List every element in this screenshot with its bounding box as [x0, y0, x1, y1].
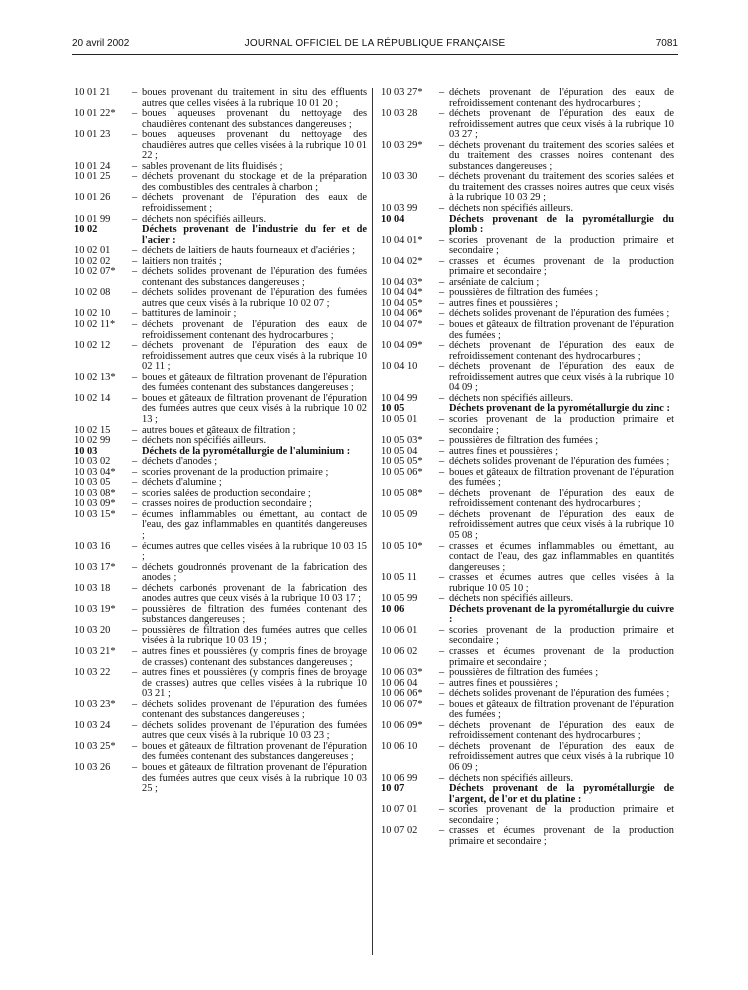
entry-dash: –: [439, 445, 445, 457]
entry-dash: –: [439, 487, 445, 499]
entry-dash: –: [439, 171, 445, 183]
entry-text: sables provenant de lits fluidisés ;: [142, 160, 283, 172]
entry-code: 10 02 10: [74, 308, 111, 320]
entry-text: autres fines et poussières (y compris fines de broyage de crasses) contenant des substances dangereuses ;: [142, 645, 367, 668]
entry-code: 10 02 12: [74, 340, 111, 352]
entry-dash: –: [132, 498, 138, 510]
waste-entry: [74, 172, 367, 193]
entry-text: déchets provenant de l'épuration des eaux de refroidissement contenant des hydrocarbures ;: [142, 319, 367, 341]
entry-dash: –: [132, 171, 138, 183]
entry-text: battitures de laminoir ;: [142, 308, 237, 320]
waste-entry: [381, 109, 674, 141]
entry-code: 10 03 27*: [381, 87, 423, 98]
entry-text: poussières de filtration des fumées autres que celles visées à la rubrique 10 03 19 ;: [142, 624, 367, 647]
entry-dash: –: [132, 508, 138, 520]
entry-dash: –: [439, 825, 445, 837]
waste-entry: [74, 605, 367, 626]
entry-text: déchets solides provenant de l'épuration des fumées contenant des substances dangereuses ;: [142, 698, 367, 721]
waste-entry: [381, 204, 674, 215]
entry-dash: –: [132, 213, 138, 225]
waste-entry: [74, 193, 367, 214]
entry-text: boues et gâteaux de filtration provenant de l'épuration des fumées autres que ceux visés à la rubrique 10 03 25 ;: [142, 762, 367, 795]
entry-text: scories provenant de la production primaire et secondaire ;: [449, 413, 674, 436]
entry-code: 10 06 99: [381, 772, 418, 784]
entry-text: déchets non spécifiés ailleurs.: [449, 392, 574, 404]
waste-entry: [74, 267, 367, 288]
waste-entry: [381, 141, 674, 173]
entry-text: crasses et écumes provenant de la production primaire et secondaire ;: [449, 825, 674, 847]
entry-text: boues et gâteaux de filtration provenant de l'épuration des fumées contenant des substances dangereuses ;: [142, 371, 367, 394]
entry-text: scories provenant de la production primaire et secondaire ;: [449, 804, 674, 826]
waste-entry: [74, 626, 367, 647]
entry-dash: –: [439, 287, 445, 299]
entry-dash: –: [132, 624, 138, 636]
entry-code: 10 04 04*: [381, 287, 423, 299]
entry-text: déchets carbonés provenant de la fabrication des anodes autres que ceux visés à la rubrique 10 03 17 ;: [142, 582, 367, 605]
entry-code: 10 02 01: [74, 245, 111, 257]
entry-text: laitiers non traités ;: [142, 255, 222, 267]
entry-text: déchets provenant de l'épuration des eaux de refroidissement autres que ceux visés à la rubrique 10 03 27 ;: [449, 108, 674, 141]
entry-text: autres fines et poussières (y compris fines de broyage de crasses) autres que celles visées à la rubrique 10 03 21 ;: [142, 667, 367, 700]
entry-text: déchets provenant du stockage et de la préparation des combustibles des centrales à charbon ;: [142, 171, 367, 193]
waste-entry: [381, 700, 674, 721]
header-rule: [72, 54, 678, 55]
entry-dash: –: [132, 477, 138, 489]
entry-dash: –: [439, 466, 445, 478]
entry-code: 10 03 05: [74, 477, 111, 489]
entry-code: 10 06 06*: [381, 688, 423, 700]
waste-entry: [74, 341, 367, 373]
entry-code: 10 06 01: [381, 624, 418, 636]
entry-dash: –: [439, 392, 445, 404]
entry-text: déchets d'alumine ;: [142, 477, 222, 489]
entry-text: boues aqueuses provenant du nettoyage des chaudières contenant des substances dangereuses ;: [142, 108, 367, 130]
waste-entry: [381, 257, 674, 278]
entry-dash: –: [439, 698, 445, 710]
entry-code: 10 03: [74, 445, 98, 457]
entry-dash: –: [132, 424, 138, 436]
entry-dash: [439, 215, 449, 236]
entry-text: déchets de laitiers de hauts fourneaux et d'aciéries ;: [142, 245, 356, 257]
entry-dash: –: [132, 255, 138, 267]
waste-entry: [74, 584, 367, 605]
entry-code: 10 03 22: [74, 667, 111, 679]
entry-code: 10 04 99: [381, 392, 418, 404]
entry-code: 10 05 05*: [381, 456, 423, 468]
waste-entry: [381, 542, 674, 574]
entry-dash: –: [132, 392, 138, 404]
entry-code: 10 04 09*: [381, 340, 423, 352]
entry-code: 10 05: [381, 403, 405, 415]
entry-text: déchets provenant de l'épuration des eaux de refroidissement autres que ceux visés à la rubrique 10 04 09 ;: [449, 361, 674, 394]
section-heading: [381, 215, 674, 236]
header-date: 20 avril 2002: [72, 38, 130, 49]
entry-code: 10 04: [381, 213, 405, 225]
header-page-number: 7081: [655, 38, 678, 49]
section-heading: [74, 447, 367, 458]
entry-code: 10 01 26: [74, 192, 111, 204]
entry-code: 10 02 02: [74, 255, 111, 267]
waste-entry: [381, 88, 674, 109]
entry-code: 10 06 03*: [381, 667, 423, 679]
entry-dash: –: [132, 740, 138, 752]
entry-text: scories provenant de la production primaire et secondaire ;: [449, 234, 674, 257]
entry-code: 10 03 29*: [381, 139, 423, 151]
section-heading: [381, 605, 674, 626]
entry-dash: –: [132, 603, 138, 615]
waste-entry: [74, 510, 367, 542]
entry-dash: –: [132, 582, 138, 594]
entry-code: 10 02 15: [74, 424, 111, 436]
entry-code: 10 05 11: [381, 572, 417, 584]
entry-text: autres boues et gâteaux de filtration ;: [142, 424, 296, 436]
entry-text: déchets provenant de l'épuration des eaux de refroidissement autres que ceux visés à la rubrique 10 02 11 ;: [142, 340, 367, 373]
entry-text: boues aqueuses provenant du nettoyage des chaudières autres que celles visées à la rubrique 10 01 22 ;: [142, 129, 367, 162]
entry-code: 10 03 08*: [74, 487, 116, 499]
entry-code: 10 03 02: [74, 456, 111, 468]
entry-dash: –: [439, 456, 445, 468]
entry-code: 10 04 07*: [381, 319, 423, 331]
entry-text: déchets solides provenant de l'épuration des fumées autres que ceux visés à la rubrique 10 02 07 ;: [142, 287, 367, 309]
entry-dash: –: [439, 624, 445, 636]
entry-text: boues et gâteaux de filtration provenant de l'épuration des fumées ;: [449, 698, 674, 721]
entry-dash: –: [439, 719, 445, 731]
entry-code: 10 03 30: [381, 171, 418, 183]
entry-text: crasses et écumes provenant de la production primaire et secondaire ;: [449, 255, 674, 278]
waste-entry: [381, 362, 674, 394]
entry-dash: –: [439, 804, 445, 816]
entry-dash: –: [132, 435, 138, 447]
entry-dash: [132, 225, 142, 246]
header-title: JOURNAL OFFICIEL DE LA RÉPUBLIQUE FRANÇAISE: [244, 38, 506, 49]
entry-dash: –: [439, 308, 445, 320]
entry-code: 10 03 19*: [74, 603, 116, 615]
entry-code: 10 05 06*: [381, 466, 423, 478]
waste-entry: [74, 320, 367, 341]
waste-entry: [381, 436, 674, 447]
entry-dash: –: [132, 308, 138, 320]
entry-text: scories provenant de la production primaire ;: [142, 466, 329, 478]
entry-code: 10 05 09: [381, 508, 418, 520]
entry-code: 10 03 21*: [74, 645, 116, 657]
entry-dash: –: [132, 762, 138, 773]
entry-text: déchets solides provenant de l'épuration des fumées ;: [449, 308, 670, 320]
entry-dash: –: [439, 740, 445, 752]
entry-code: 10 03 20: [74, 624, 111, 636]
entry-text: déchets solides provenant de l'épuration des fumées contenant des substances dangereuses ;: [142, 266, 367, 288]
entry-dash: –: [132, 192, 138, 204]
entry-text: poussières de filtration des fumées ;: [449, 435, 599, 447]
entry-dash: –: [439, 645, 445, 657]
entry-text: déchets goudronnés provenant de la fabrication des anodes ;: [142, 561, 367, 584]
entry-code: 10 02: [74, 224, 98, 236]
entry-dash: –: [439, 340, 445, 352]
entry-code: 10 04 10: [381, 361, 418, 373]
entry-dash: –: [132, 719, 138, 731]
entry-text: écumes inflammables ou émettant, au contact de l'eau, des gaz inflammables en quantités dangereuses ;: [142, 508, 367, 541]
entry-text: autres fines et poussières ;: [449, 677, 559, 689]
entry-text: déchets provenant du traitement des scories salées et du traitement des crasses noires contenant des substances dangereuses ;: [449, 139, 674, 172]
waste-entry: [74, 542, 367, 563]
entry-dash: –: [132, 245, 138, 257]
entry-text: Déchets provenant de la pyrométallurgie du cuivre :: [449, 603, 674, 626]
waste-entry: [74, 394, 367, 426]
waste-entry: [381, 647, 674, 668]
waste-entry: [381, 172, 674, 204]
entry-code: 10 03 17*: [74, 561, 116, 573]
waste-entry: [381, 510, 674, 542]
waste-entry: [74, 373, 367, 394]
entry-code: 10 03 16: [74, 540, 111, 552]
entry-text: déchets provenant de l'épuration des eaux de refroidissement autres que ceux visés à la rubrique 10 06 09 ;: [449, 740, 674, 773]
entry-dash: –: [439, 413, 445, 425]
entry-code: 10 03 28: [381, 108, 418, 120]
entry-text: déchets non spécifiés ailleurs.: [142, 435, 267, 447]
entry-code: 10 02 08: [74, 287, 111, 299]
entry-code: 10 04 06*: [381, 308, 423, 320]
entry-text: scories salées de production secondaire ;: [142, 487, 311, 499]
entry-text: déchets provenant de l'épuration des eaux de refroidissement contenant des hydrocarbures ;: [449, 340, 674, 362]
entry-code: 10 07 02: [381, 825, 418, 837]
entry-dash: [439, 784, 449, 805]
entry-code: 10 02 07*: [74, 266, 116, 278]
entry-text: boues et gâteaux de filtration provenant de l'épuration des fumées ;: [449, 319, 674, 341]
entry-code: 10 03 24: [74, 719, 111, 731]
waste-entry: [74, 288, 367, 309]
entry-text: crasses et écumes provenant de la production primaire et secondaire ;: [449, 645, 674, 668]
waste-entry: [381, 573, 674, 594]
entry-text: déchets provenant du traitement des scories salées et du traitement des crasses noires autres que ceux visés à la rubrique 10 03 29 ;: [449, 171, 674, 204]
entry-text: déchets provenant de l'épuration des eaux de refroidissement contenant des hydrocarbures ;: [449, 719, 674, 742]
waste-entry: [74, 700, 367, 721]
entry-code: 10 05 03*: [381, 435, 423, 447]
entry-dash: –: [132, 487, 138, 499]
entry-text: déchets solides provenant de l'épuration des fumées autres que ceux visés à la rubrique 10 03 23 ;: [142, 719, 367, 742]
entry-code: 10 06 04: [381, 677, 418, 689]
entry-text: Déchets provenant de la pyrométallurgie du plomb :: [449, 213, 674, 236]
section-heading: [381, 784, 674, 805]
entry-code: 10 02 14: [74, 392, 111, 404]
entry-dash: –: [439, 688, 445, 700]
waste-entry: [74, 88, 367, 109]
entry-text: poussières de filtration des fumées contenant des substances dangereuses ;: [142, 603, 367, 626]
entry-text: poussières de filtration des fumées ;: [449, 667, 599, 679]
waste-entry: [74, 130, 367, 162]
entry-code: 10 02 11*: [74, 319, 116, 331]
entry-text: déchets non spécifiés ailleurs.: [142, 213, 267, 225]
entry-code: 10 04 02*: [381, 255, 423, 267]
entry-dash: –: [439, 435, 445, 447]
entry-text: Déchets provenant de la pyrométallurgie de l'argent, de l'or et du platine :: [449, 783, 674, 805]
entry-text: déchets solides provenant de l'épuration des fumées ;: [449, 688, 670, 700]
entry-code: 10 04 01*: [381, 234, 423, 246]
entry-dash: –: [132, 667, 138, 679]
entry-code: 10 06 02: [381, 645, 418, 657]
entry-dash: –: [439, 276, 445, 288]
entry-dash: –: [439, 108, 445, 120]
entry-dash: –: [439, 593, 445, 605]
entry-code: 10 03 23*: [74, 698, 116, 710]
entry-code: 10 05 04: [381, 445, 418, 457]
entry-dash: –: [132, 319, 138, 331]
entry-dash: [439, 605, 449, 626]
waste-entry: [381, 742, 674, 774]
page-header: [72, 38, 678, 54]
entry-text: Déchets provenant de la pyrométallurgie du zinc :: [449, 403, 670, 415]
entry-text: arséniate de calcium ;: [449, 276, 540, 288]
entry-dash: –: [439, 572, 445, 584]
entry-code: 10 05 08*: [381, 487, 423, 499]
entry-dash: –: [132, 371, 138, 383]
waste-entry: [381, 826, 674, 847]
entry-dash: –: [439, 139, 445, 151]
entry-code: 10 01 99: [74, 213, 111, 225]
left-column: [74, 88, 367, 795]
entry-text: boues et gâteaux de filtration provenant de l'épuration des fumées contenant des substances dangereuses ;: [142, 740, 367, 763]
entry-code: 10 01 22*: [74, 108, 116, 120]
waste-entry: [74, 109, 367, 130]
entry-dash: –: [439, 319, 445, 331]
entry-dash: –: [439, 203, 445, 215]
entry-dash: –: [132, 340, 138, 352]
entry-code: 10 07 01: [381, 804, 418, 816]
entry-text: Déchets provenant de l'industrie du fer et de l'acier :: [142, 224, 367, 246]
waste-entry: [381, 805, 674, 826]
entry-dash: –: [132, 87, 138, 98]
entry-dash: –: [132, 108, 138, 120]
entry-dash: –: [132, 645, 138, 657]
entry-text: Déchets de la pyrométallurgie de l'aluminium :: [142, 445, 351, 457]
waste-entry: [381, 320, 674, 341]
entry-text: autres fines et poussières ;: [449, 297, 559, 309]
waste-entry: [74, 647, 367, 668]
entry-text: écumes autres que celles visées à la rubrique 10 03 15 ;: [142, 540, 367, 563]
waste-entry: [381, 626, 674, 647]
waste-entry: [381, 721, 674, 742]
entry-code: 10 03 15*: [74, 508, 116, 520]
entry-dash: –: [132, 160, 138, 172]
entry-code: 10 01 25: [74, 171, 111, 183]
waste-entry: [381, 415, 674, 436]
entry-dash: –: [439, 540, 445, 552]
entry-code: 10 01 23: [74, 129, 111, 141]
entry-dash: –: [439, 361, 445, 373]
entry-dash: –: [439, 87, 445, 98]
waste-entry: [74, 563, 367, 584]
waste-entry: [381, 236, 674, 257]
waste-entry: [74, 763, 367, 795]
entry-dash: –: [439, 234, 445, 246]
entry-code: 10 01 24: [74, 160, 111, 172]
entry-code: 10 01 21: [74, 87, 111, 98]
entry-code: 10 03 25*: [74, 740, 116, 752]
entry-code: 10 02 13*: [74, 371, 116, 383]
entry-code: 10 03 04*: [74, 466, 116, 478]
entry-text: boues provenant du traitement in situ des effluents autres que celles visées à la rubrique 10 01 20 ;: [142, 87, 367, 109]
waste-entry: [381, 468, 674, 489]
entry-code: 10 03 18: [74, 582, 111, 594]
entry-code: 10 04 03*: [381, 276, 423, 288]
entry-code: 10 06: [381, 603, 405, 615]
entry-dash: –: [439, 255, 445, 267]
entry-code: 10 06 09*: [381, 719, 423, 731]
waste-entry: [381, 341, 674, 362]
entry-code: 10 03 26: [74, 762, 111, 773]
waste-entry: [74, 721, 367, 742]
entry-dash: –: [439, 508, 445, 520]
entry-text: déchets provenant de l'épuration des eaux de refroidissement ;: [142, 192, 367, 215]
entry-dash: –: [439, 772, 445, 784]
entry-code: 10 03 09*: [74, 498, 116, 510]
entry-code: 10 07: [381, 783, 405, 795]
entry-text: boues et gâteaux de filtration provenant de l'épuration des fumées autres que ceux visés à la rubrique 10 02 13 ;: [142, 392, 367, 425]
entry-text: déchets non spécifiés ailleurs.: [449, 203, 574, 215]
right-column: [381, 88, 674, 847]
entry-dash: –: [439, 677, 445, 689]
entry-dash: –: [132, 561, 138, 573]
entry-dash: –: [132, 287, 138, 299]
entry-text: autres fines et poussières ;: [449, 445, 559, 457]
waste-entry: [74, 742, 367, 763]
entry-text: crasses noires de production secondaire ;: [142, 498, 312, 510]
entry-text: déchets d'anodes ;: [142, 456, 218, 468]
section-heading: [74, 225, 367, 246]
entry-text: crasses et écumes inflammables ou émettant, au contact de l'eau, des gaz inflammables en quantités dangereuses ;: [449, 540, 674, 573]
entry-code: 10 05 01: [381, 413, 418, 425]
entry-text: déchets provenant de l'épuration des eaux de refroidissement autres que ceux visés à la rubrique 10 05 08 ;: [449, 508, 674, 541]
entry-text: poussières de filtration des fumées ;: [449, 287, 599, 299]
entry-code: 10 04 05*: [381, 297, 423, 309]
entry-text: déchets non spécifiés ailleurs.: [449, 772, 574, 784]
entry-dash: –: [132, 466, 138, 478]
entry-dash: –: [439, 667, 445, 679]
entry-dash: –: [132, 266, 138, 278]
column-divider: [372, 88, 373, 955]
entry-text: déchets provenant de l'épuration des eaux de refroidissement contenant des hydrocarbures ;: [449, 87, 674, 109]
entry-dash: –: [132, 540, 138, 552]
waste-entry: [74, 668, 367, 700]
entry-dash: –: [132, 698, 138, 710]
waste-entry: [74, 436, 367, 447]
entry-dash: –: [132, 456, 138, 468]
entry-code: 10 06 10: [381, 740, 418, 752]
entry-dash: –: [439, 297, 445, 309]
entry-code: 10 02 99: [74, 435, 111, 447]
entry-text: crasses et écumes autres que celles visées à la rubrique 10 05 10 ;: [449, 572, 674, 594]
entry-text: boues et gâteaux de filtration provenant de l'épuration des fumées ;: [449, 466, 674, 489]
entry-code: 10 03 99: [381, 203, 418, 215]
entry-text: déchets provenant de l'épuration des eaux de refroidissement contenant des hydrocarbures ;: [449, 487, 674, 510]
entry-text: déchets solides provenant de l'épuration des fumées ;: [449, 456, 670, 468]
entry-text: déchets non spécifiés ailleurs.: [449, 593, 574, 605]
entry-code: 10 05 99: [381, 593, 418, 605]
entry-dash: –: [132, 129, 138, 141]
entry-text: scories provenant de la production primaire et secondaire ;: [449, 624, 674, 647]
waste-entry: [381, 489, 674, 510]
entry-code: 10 05 10*: [381, 540, 423, 552]
entry-code: 10 06 07*: [381, 698, 423, 710]
